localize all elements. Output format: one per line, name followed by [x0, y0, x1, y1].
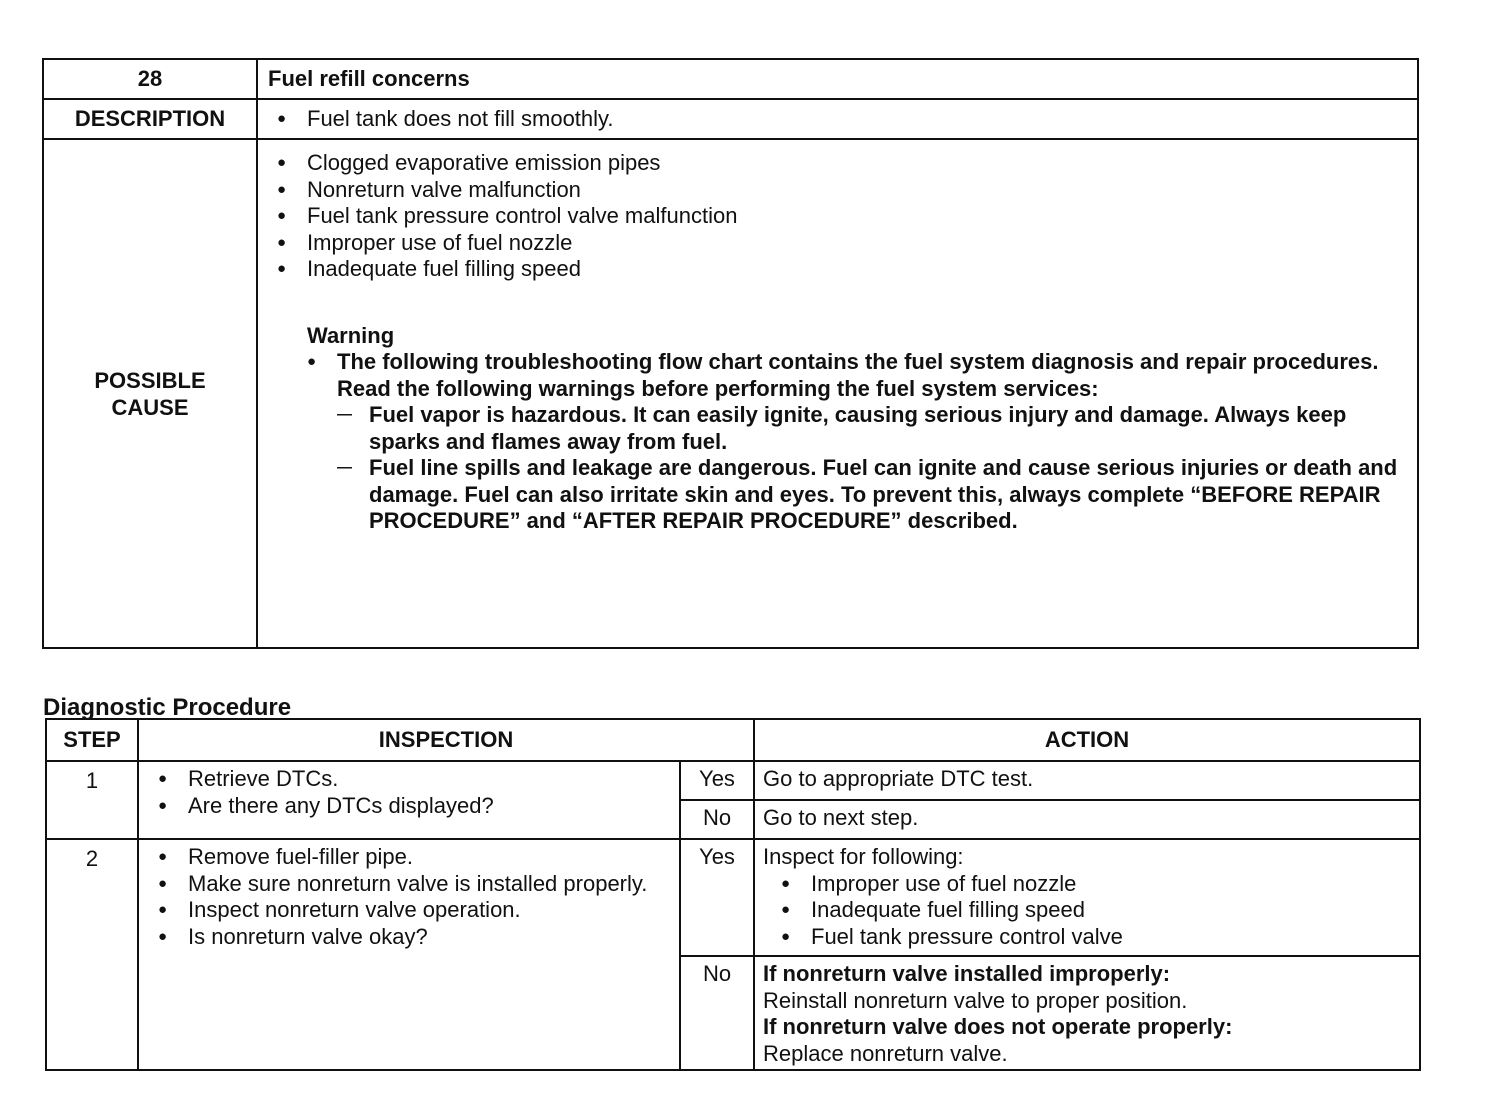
yes-label: Yes — [680, 761, 754, 800]
no-condition-2: If nonreturn valve does not operate properly: — [763, 1014, 1233, 1039]
step-1-inspection — [138, 761, 680, 839]
inspection-item: ● Are there any DTCs displayed? — [140, 793, 678, 820]
warning-main — [307, 349, 1416, 535]
cause-item: ● Inadequate fuel filling speed — [259, 256, 1416, 283]
inspection-item: ● Is nonreturn valve okay? — [140, 924, 678, 951]
warning-main-text: The following troubleshooting flow chart contains the fuel system diagnosis and repair procedures. Read the following warnings before performing the fuel system services: — [337, 349, 1379, 401]
warning-list — [307, 349, 1416, 535]
no-action-1: Reinstall nonreturn valve to proper position. — [763, 987, 1188, 1013]
inspection-item: ● Remove fuel-filler pipe. — [140, 844, 678, 871]
warning-block — [307, 323, 1416, 535]
concern-header-row — [43, 59, 1418, 99]
description-list — [259, 106, 1416, 133]
yes-action: Go to appropriate DTC test. — [754, 761, 1420, 800]
no-condition-1: If nonreturn valve installed improperly: — [763, 961, 1171, 986]
yes-action-item: ● Improper use of fuel nozzle — [763, 871, 1411, 898]
diagnostic-header-row — [46, 719, 1420, 761]
no-action — [754, 956, 1420, 1070]
concern-title: Fuel refill concerns — [257, 59, 1418, 99]
cause-list — [259, 150, 1416, 283]
yes-action-item: ● Inadequate fuel filling speed — [763, 897, 1411, 924]
description-cell — [257, 99, 1418, 139]
inspection-list — [140, 766, 678, 819]
inspection-list — [140, 844, 678, 950]
step-1-yes-row — [46, 761, 1420, 800]
yes-action — [754, 839, 1420, 956]
diagnostic-table — [45, 718, 1421, 1071]
warning-sub-list — [337, 402, 1416, 535]
description-row — [43, 99, 1418, 139]
diagnostic-procedure-title: Diagnostic Procedure — [43, 694, 292, 721]
possible-cause-cell — [257, 139, 1418, 648]
inspection-item: ● Retrieve DTCs. — [140, 766, 678, 793]
possible-cause-label: POSSIBLE CAUSE — [43, 139, 257, 648]
warning-title: Warning — [307, 322, 395, 348]
yes-action-intro: Inspect for following: — [763, 844, 964, 869]
concern-number: 28 — [43, 59, 257, 99]
cause-item: ● Clogged evaporative emission pipes — [259, 150, 1416, 177]
cause-item: ● Fuel tank pressure control valve malfunction — [259, 203, 1416, 230]
description-label: DESCRIPTION — [43, 99, 257, 139]
possible-cause-row — [43, 139, 1418, 648]
yes-action-item: ● Fuel tank pressure control valve — [763, 924, 1411, 951]
inspection-item: ● Inspect nonreturn valve operation. — [140, 897, 678, 924]
warning-sub-item: — Fuel vapor is hazardous. It can easily ignite, causing serious injury and damage. Always keep sparks and flames away from fuel. — [337, 402, 1416, 455]
concern-table — [42, 58, 1419, 649]
yes-label: Yes — [680, 839, 754, 956]
action-header: ACTION — [754, 719, 1420, 761]
step-number: 2 — [46, 839, 138, 1070]
inspection-item: ● Make sure nonreturn valve is installed properly. — [140, 871, 678, 898]
description-item: ● Fuel tank does not fill smoothly. — [259, 106, 1416, 133]
no-action: Go to next step. — [754, 800, 1420, 839]
no-action-2: Replace nonreturn valve. — [763, 1040, 1008, 1066]
step-number: 1 — [46, 761, 138, 839]
cause-item: ● Nonreturn valve malfunction — [259, 177, 1416, 204]
step-2-inspection — [138, 839, 680, 1070]
no-label: No — [680, 800, 754, 839]
yes-action-list — [763, 871, 1411, 951]
step-2-yes-row — [46, 839, 1420, 956]
warning-sub-item: — Fuel line spills and leakage are dangerous. Fuel can ignite and cause serious injuries or death and damage. Fuel can also irritate skin and eyes. To prevent this, always complete “BEFORE REPAIR PROCEDURE” and “AFTER REPAIR PROCEDURE” described. — [337, 455, 1416, 535]
no-label: No — [680, 956, 754, 1070]
inspection-header: INSPECTION — [138, 719, 754, 761]
cause-item: ● Improper use of fuel nozzle — [259, 230, 1416, 257]
step-header: STEP — [46, 719, 138, 761]
